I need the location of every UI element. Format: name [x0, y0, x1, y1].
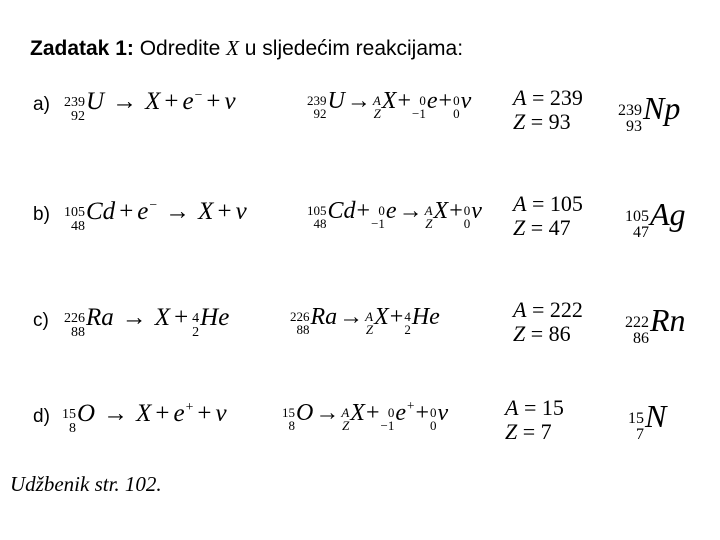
- nuclide-x: A Z X: [341, 400, 365, 433]
- nuclide-uranium: 239 92 U: [307, 88, 345, 121]
- plus-sign: +: [397, 88, 412, 114]
- arrow-symbol: →: [165, 198, 191, 225]
- reaction-row-b: [0, 191, 720, 254]
- reaction-equation: [64, 198, 247, 237]
- nuclide-x: A Z X: [424, 198, 449, 231]
- unknown-x: X: [154, 304, 171, 331]
- nuclide-cadmium: 105 48 Cd: [307, 198, 356, 231]
- neutrino: ν: [235, 198, 247, 225]
- reaction-equation: [64, 304, 229, 343]
- plus-sign: +: [356, 198, 371, 224]
- reaction-row-c: [0, 297, 720, 362]
- plus-sign: +: [365, 400, 380, 426]
- reaction-equation-with-indices: [307, 198, 482, 233]
- reaction-equation-with-indices: [290, 304, 440, 339]
- reaction-row-a: [0, 82, 720, 142]
- result-nuclide: 15 7 N: [628, 398, 667, 443]
- row-label: a): [33, 94, 50, 115]
- nuclide-oxygen: 15 8 O: [282, 400, 314, 433]
- plus-sign: +: [415, 400, 429, 426]
- plus-sign: +: [438, 88, 453, 114]
- plus-sign: +: [217, 198, 232, 225]
- answer-values: A = 239 Z = 93: [513, 85, 583, 134]
- electron: 0 −1 e: [412, 88, 438, 121]
- mass-number: 239: [64, 95, 85, 110]
- reaction-equation: [64, 88, 236, 127]
- electron: 0 −1 e: [371, 198, 397, 231]
- nuclide-x: A Z X: [372, 88, 397, 121]
- nuclide-helium: 4 2 He: [192, 304, 230, 340]
- neutrino: ν: [215, 400, 227, 427]
- answer-values: A = 15 Z = 7: [505, 395, 564, 444]
- result-nuclide: 105 47 Ag: [625, 196, 686, 241]
- nuclide-radium: 226 88 Ra: [64, 304, 114, 340]
- row-label: c): [33, 310, 49, 331]
- unknown-x: X: [198, 198, 214, 225]
- task-title-variable: X: [226, 36, 239, 60]
- positron: e +: [173, 398, 194, 427]
- element-symbol: U: [86, 88, 105, 115]
- antineutrino: 0 0 ν: [453, 88, 472, 121]
- reaction-row-d: [0, 396, 720, 456]
- unknown-x: X: [145, 88, 161, 115]
- result-nuclide: 239 93 Np: [618, 90, 681, 135]
- arrow-symbol: →: [346, 88, 371, 114]
- reaction-equation-with-indices: [282, 400, 448, 435]
- plus-sign: +: [155, 400, 170, 427]
- row-label: d): [33, 406, 50, 427]
- answer-values: A = 105 Z = 47: [513, 191, 583, 240]
- reaction-equation: [62, 400, 227, 439]
- nuclide-cadmium: 105 48 Cd: [64, 198, 116, 234]
- arrow-symbol: →: [398, 198, 423, 224]
- plus-sign: +: [164, 88, 179, 115]
- unknown-x: X: [136, 400, 152, 427]
- plus-sign: +: [206, 88, 221, 115]
- arrow-symbol: →: [339, 304, 364, 330]
- positron: 0 −1 e +: [380, 398, 415, 433]
- nuclide-x: A Z X: [365, 304, 389, 337]
- nuclide-radium: 226 88 Ra: [290, 304, 338, 337]
- reaction-equation-with-indices: [307, 88, 471, 123]
- atomic-number: 92: [71, 109, 85, 124]
- arrow-symbol: →: [103, 400, 129, 427]
- row-label: b): [33, 204, 50, 225]
- plus-sign: +: [119, 198, 134, 225]
- neutrino: 0 0 ν: [463, 198, 482, 231]
- electron: e −: [137, 196, 158, 225]
- nuclide-helium: 4 2 He: [404, 304, 440, 337]
- arrow-symbol: →: [112, 88, 138, 115]
- task-title-text-before: Odredite: [139, 37, 221, 60]
- result-nuclide: 222 86 Rn: [625, 302, 686, 347]
- electron: e −: [182, 86, 203, 115]
- task-title: [30, 36, 463, 61]
- task-title-text-after: u sljedećim reakcijama:: [244, 37, 464, 60]
- plus-sign: +: [389, 304, 404, 330]
- plus-sign: +: [197, 400, 212, 427]
- answer-values: A = 222 Z = 86: [513, 297, 583, 346]
- task-title-bold: Zadatak 1:: [30, 37, 134, 60]
- nuclide-oxygen: 15 8 O: [62, 400, 96, 436]
- arrow-symbol: →: [315, 400, 340, 426]
- antineutrino: ν: [224, 88, 236, 115]
- nuclide-uranium: [64, 88, 104, 127]
- textbook-reference: Udžbenik str. 102.: [10, 472, 162, 496]
- arrow-symbol: →: [121, 304, 147, 331]
- plus-sign: +: [174, 304, 189, 331]
- neutrino: 0 0 ν: [430, 400, 449, 433]
- plus-sign: +: [449, 198, 463, 224]
